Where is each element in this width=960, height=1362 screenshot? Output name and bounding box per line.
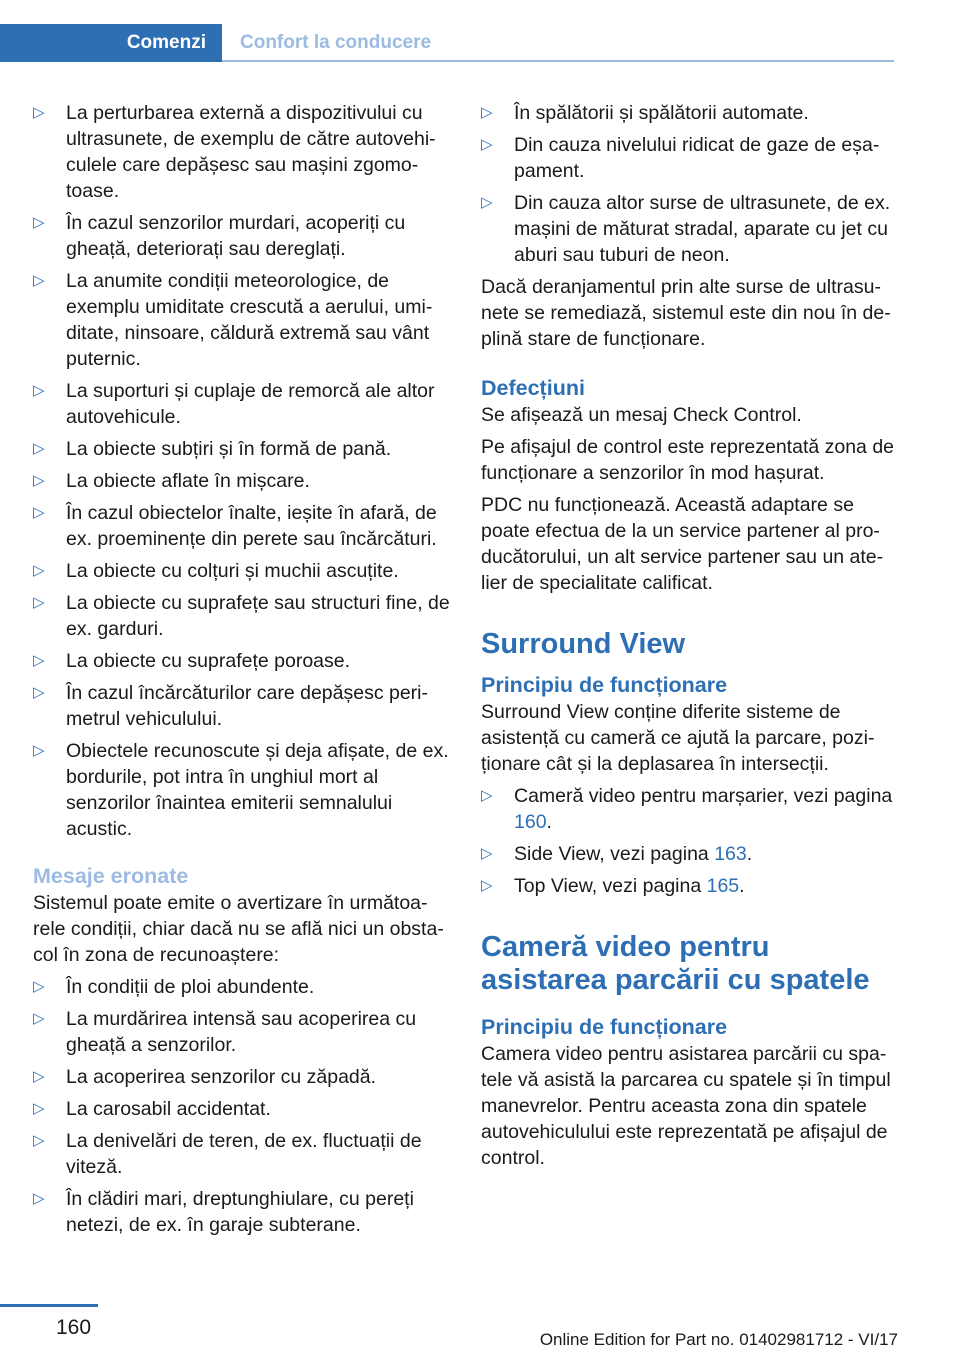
triangle-bullet-icon: ▷ [33,1190,45,1207]
defectiuni-paragraph-1: Se afișează un mesaj Check Control. [481,404,802,426]
list-item: ▷ În spălătorii și spălătorii automate. [481,102,809,124]
list-item: ▷ La perturbarea externă a dispozitivului cu ultrasunete, de exemplu de către autovehiculele care depășesc sau mașini zgomotoase. [33,102,436,202]
heading-surround-view: Surround View [481,628,686,660]
section-tab-comenzi: Comenzi [0,24,222,62]
list-item: ▷ Side View, vezi pagina 163. [481,843,753,865]
footer-divider [0,1304,98,1307]
triangle-bullet-icon: ▷ [33,978,45,995]
edition-footer: Online Edition for Part no. 01402981712 - VI/17 [539,1330,898,1349]
list-item: ▷ La obiecte cu suprafețe poroase. [33,650,351,672]
heading-camera-video: Cameră video pentru asistarea parcării cu spatele [481,931,870,996]
list-item: ▷ În cazul senzorilor murdari, acoperiți cu gheață, deteriorați sau dereglați. [33,212,406,260]
triangle-bullet-icon: ▷ [33,1100,45,1117]
list-item: ▷ La carosabil accidentat. [33,1098,271,1120]
page-number: 160 [56,1316,92,1339]
triangle-bullet-icon: ▷ [481,194,493,211]
page-header [0,0,960,64]
heading-principiu-functionare-1: Principiu de funcționare [481,673,728,697]
left-column [33,100,451,1244]
triangle-bullet-icon: ▷ [33,742,45,759]
triangle-bullet-icon: ▷ [481,845,493,862]
false-warnings-list [33,974,451,1238]
header-divider [222,60,894,62]
triangle-bullet-icon: ▷ [33,440,45,457]
section-tab-confort: Confort la conducere [240,32,432,53]
triangle-bullet-icon: ▷ [33,1068,45,1085]
list-item: ▷ La acoperirea senzorilor cu zăpadă. [33,1066,377,1088]
triangle-bullet-icon: ▷ [33,504,45,521]
deranjament-paragraph: Dacă deranjamentul prin alte surse de ultrasunete se remediază, sistemul este din nou în deplină stare de funcționare. [481,276,891,350]
heading-mesaje-eronate: Mesaje eronate [33,864,189,888]
list-item: ▷ În clădiri mari, dreptunghiulare, cu pereți netezi, de ex. în garaje subterane. [33,1188,414,1236]
heading-defectiuni: Defecțiuni [481,376,585,400]
list-item: ▷ Cameră video pentru marșarier, vezi pagina 160. [481,785,893,833]
list-item: ▷ În cazul încărcăturilor care depășesc perimetrul vehiculului. [33,682,429,730]
triangle-bullet-icon: ▷ [33,562,45,579]
mesaje-intro-paragraph: Sistemul poate emite o avertizare în următoarele condiții, chiar dacă nu se află nici un obstacol în zona de recunoaștere: [33,892,444,966]
page-link-165[interactable]: 165 [706,875,740,897]
list-item: ▷ La suporturi și cuplaje de remorcă ale altor autovehicule. [33,380,435,428]
defectiuni-paragraph-2: Pe afișajul de control este reprezentată zona de funcționare a senzorilor în mod hașurat. [481,436,895,484]
camera-paragraph: Camera video pentru asistarea parcării cu spatele vă asistă la parcarea cu spatele și în timpul manevrelor. Pentru aceasta zona din spatele autovehiculului este reprezentată pe afișajul de control. [481,1043,891,1169]
triangle-bullet-icon: ▷ [481,104,493,121]
page-link-163[interactable]: 163 [714,843,747,865]
triangle-bullet-icon: ▷ [33,652,45,669]
surround-view-list [481,783,897,899]
triangle-bullet-icon: ▷ [33,104,45,121]
list-item: ▷ La obiecte cu colțuri și muchii ascuțite. [33,560,399,582]
triangle-bullet-icon: ▷ [33,272,45,289]
list-item: ▷ În cazul obiectelor înalte, ieșite în afară, de ex. proeminențe din perete sau încărcături. [33,502,437,550]
triangle-bullet-icon: ▷ [33,472,45,489]
triangle-bullet-icon: ▷ [33,1132,45,1149]
triangle-bullet-icon: ▷ [33,594,45,611]
list-item: ▷ La obiecte cu suprafețe sau structuri fine, de ex. garduri. [33,592,450,640]
list-item: ▷ Obiectele recunoscute și deja afișate, de ex. bordurile, pot intra în unghiul mort al senzorilor înaintea emiterii semnalului acustic. [33,740,449,840]
list-item: ▷ În condiții de ploi abundente. [33,976,315,998]
heading-principiu-functionare-2: Principiu de funcționare [481,1015,728,1039]
triangle-bullet-icon: ▷ [33,382,45,399]
list-item: ▷ La murdărirea intensă sau acoperirea cu gheață a senzorilor. [33,1008,417,1056]
list-item: ▷ La obiecte subțiri și în formă de pană. [33,438,392,460]
list-item: ▷ La anumite condiții meteorologice, de exemplu umiditate crescută a aerului, umiditate, ninsoare, căldură extremă sau vânt puternic. [33,270,433,370]
list-item: ▷ Top View, vezi pagina 165. [481,875,745,897]
ultrasound-limitations-list [33,100,451,842]
triangle-bullet-icon: ▷ [33,214,45,231]
right-column [481,100,897,1177]
list-item: ▷ Din cauza altor surse de ultrasunete, de ex. mașini de măturat stradal, aparate cu jet cu aburi sau tuburi de neon. [481,192,891,266]
triangle-bullet-icon: ▷ [481,787,493,804]
surround-view-paragraph: Surround View conține diferite sisteme de asistență cu cameră ce ajută la parcare, poziționare cât și la deplasarea în intersecții. [481,701,875,775]
triangle-bullet-icon: ▷ [33,1010,45,1027]
page-link-160[interactable]: 160 [514,811,547,833]
list-item: ▷ La obiecte aflate în mișcare. [33,470,310,492]
triangle-bullet-icon: ▷ [481,136,493,153]
triangle-bullet-icon: ▷ [33,684,45,701]
list-item: ▷ Din cauza nivelului ridicat de gaze de eșapament. [481,134,880,182]
other-sources-list [481,100,897,268]
list-item: ▷ La denivelări de teren, de ex. fluctuații de viteză. [33,1130,422,1178]
defectiuni-paragraph-3: PDC nu funcționează. Această adaptare se poate efectua de la un service partener al producătorului, un alt service partener sau un atelier de specialitate calificat. [481,494,884,594]
triangle-bullet-icon: ▷ [481,877,493,894]
